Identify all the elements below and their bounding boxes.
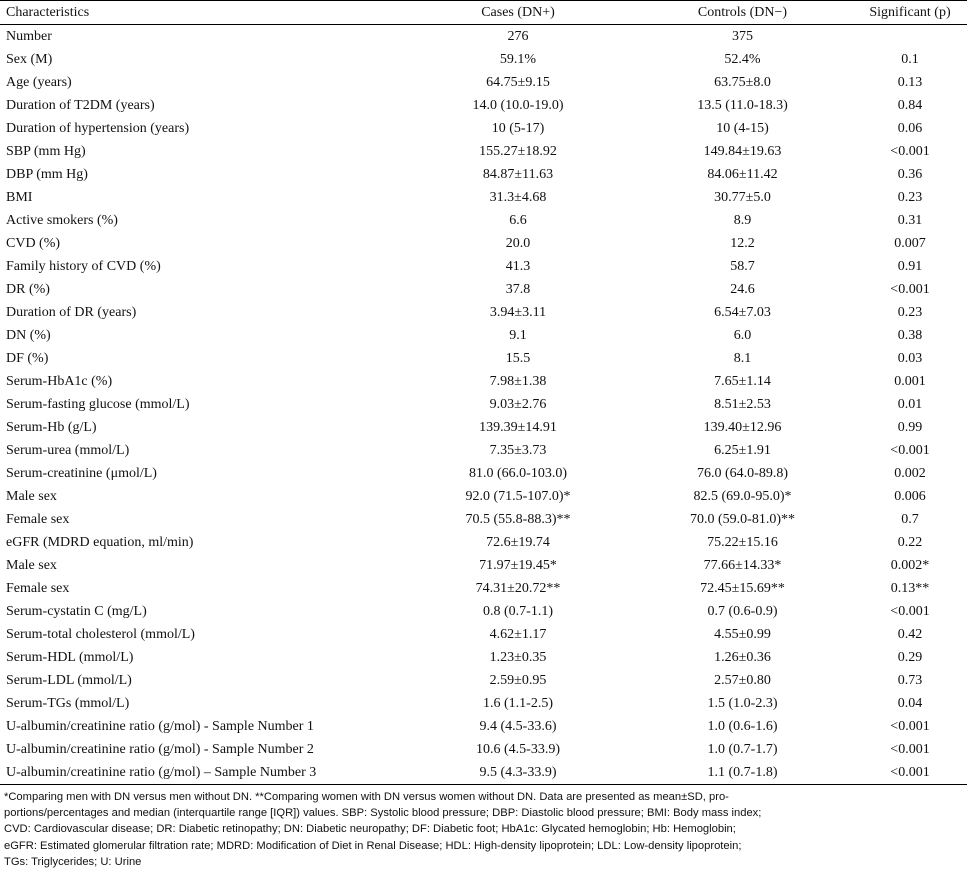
cell-cases: 70.5 (55.8-88.3)**: [465, 511, 571, 527]
cell-significance: 0.29: [897, 649, 923, 665]
table-body: [0, 25, 967, 785]
cell-characteristic: DF (%): [6, 350, 49, 366]
cell-significance: 0.04: [897, 695, 923, 711]
table-row: [0, 255, 967, 278]
cell-cases: 7.98±1.38: [489, 373, 547, 389]
cell-characteristic: Male sex: [6, 557, 57, 573]
table-row: [0, 761, 967, 785]
cell-characteristic: Serum-Hb (g/L): [6, 419, 97, 435]
cell-controls: 1.26±0.36: [714, 649, 771, 665]
cell-significance: 0.1: [901, 51, 919, 67]
cell-cases: 9.1: [509, 327, 527, 343]
table-row: [0, 324, 967, 347]
cell-characteristic: DR (%): [6, 281, 50, 297]
cell-cases: 81.0 (66.0-103.0): [469, 465, 567, 481]
cell-cases: 2.59±0.95: [489, 672, 547, 688]
cell-cases: 20.0: [505, 235, 531, 251]
cell-cases: 74.31±20.72**: [475, 580, 561, 596]
cell-cases: 276: [507, 28, 529, 44]
cell-characteristic: Serum-LDL (mmol/L): [6, 672, 132, 688]
cell-significance: <0.001: [890, 442, 930, 458]
cell-controls: 77.66±14.33*: [703, 557, 782, 573]
cell-controls: 1.0 (0.7-1.7): [707, 741, 778, 757]
footnote-line: eGFR: Estimated glomerular filtration rate; MDRD: Modification of Diet in Renal Disease; HDL: High-density lipoprotein; LDL: Low-density lipoprotein;: [4, 839, 742, 852]
cell-significance: 0.42: [897, 626, 923, 642]
cell-significance: 0.23: [897, 189, 923, 205]
cell-cases: 71.97±19.45*: [479, 557, 557, 573]
table-row: [0, 715, 967, 738]
cell-cases: 15.5: [505, 350, 531, 366]
header-row: [0, 1, 967, 25]
cell-characteristic: Duration of DR (years): [6, 304, 137, 320]
table-row: [0, 416, 967, 439]
cell-significance: 0.7: [901, 511, 919, 527]
cell-controls: 24.6: [730, 281, 755, 297]
cell-characteristic: U-albumin/creatinine ratio (g/mol) - Sample Number 1: [6, 718, 314, 734]
cell-cases: 0.8 (0.7-1.1): [483, 603, 553, 619]
cell-controls: 149.84±19.63: [703, 143, 782, 159]
cell-cases: 3.94±3.11: [489, 304, 547, 320]
cell-controls: 72.45±15.69**: [700, 580, 785, 596]
cell-controls: 1.1 (0.7-1.8): [707, 764, 778, 780]
table-row: [0, 646, 967, 669]
table-row: [0, 738, 967, 761]
cell-controls: 63.75±8.0: [714, 74, 771, 90]
cell-characteristic: CVD (%): [6, 235, 61, 251]
cell-cases: 10.6 (4.5-33.9): [476, 741, 560, 757]
cell-significance: 0.84: [897, 97, 923, 113]
cell-cases: 1.6 (1.1-2.5): [483, 695, 553, 711]
table-row: [0, 94, 967, 117]
cell-significance: 0.36: [897, 166, 923, 182]
cell-characteristic: Duration of hypertension (years): [6, 120, 190, 136]
cell-controls: 58.7: [730, 258, 755, 274]
table-row: [0, 48, 967, 71]
cell-cases: 84.87±11.63: [482, 166, 554, 182]
cell-controls: 0.7 (0.6-0.9): [707, 603, 778, 619]
cell-cases: 41.3: [505, 258, 531, 274]
cell-characteristic: Female sex: [6, 511, 70, 527]
cell-controls: 6.25±1.91: [714, 442, 771, 458]
cell-controls: 2.57±0.80: [714, 672, 771, 688]
cell-cases: 9.5 (4.3-33.9): [479, 764, 557, 780]
table-row: [0, 462, 967, 485]
cell-controls: 84.06±11.42: [707, 166, 778, 182]
cell-significance: 0.01: [897, 396, 923, 412]
cell-controls: 8.1: [733, 350, 752, 366]
footnote-line: *Comparing men with DN versus men without DN. **Comparing women with DN versus women without DN. Data are presented as mean±SD, pro-: [4, 791, 729, 803]
cell-cases: 10 (5-17): [491, 120, 545, 136]
cell-controls: 8.9: [733, 212, 752, 228]
table-row: [0, 163, 967, 186]
footnote-line: TGs: Triglycerides; U: Urine: [4, 855, 142, 868]
footnote-line: portions/percentages and median (interquartile range [IQR]) values. SBP: Systolic blood pressure; DBP: Diastolic blood pressure; BMI: Body mass index;: [4, 807, 762, 820]
table-row: [0, 140, 967, 163]
table-footnote: [4, 789, 959, 870]
table-row: [0, 692, 967, 715]
header-significant: Significant (p): [869, 4, 951, 20]
header-cases: Cases (DN+): [481, 4, 555, 20]
cell-controls: 10 (4-15): [716, 120, 769, 136]
cell-controls: 76.0 (64.0-89.8): [697, 465, 788, 481]
cell-controls: 1.0 (0.6-1.6): [707, 718, 778, 734]
table-row: [0, 209, 967, 232]
cell-characteristic: Female sex: [6, 580, 70, 596]
cell-characteristic: Male sex: [6, 488, 57, 504]
cell-characteristic: Family history of CVD (%): [6, 258, 161, 274]
cell-significance: <0.001: [890, 603, 930, 619]
table-row: [0, 347, 967, 370]
table-row: [0, 25, 967, 49]
table-row: [0, 531, 967, 554]
cell-characteristic: Serum-HDL (mmol/L): [6, 649, 134, 665]
cell-characteristic: Sex (M): [6, 51, 53, 67]
cell-characteristic: Serum-fasting glucose (mmol/L): [6, 396, 190, 412]
cell-controls: 139.40±12.96: [703, 419, 782, 435]
cell-significance: 0.22: [897, 534, 923, 550]
cell-significance: <0.001: [890, 741, 930, 757]
cell-significance: <0.001: [890, 718, 930, 734]
cell-characteristic: Serum-urea (mmol/L): [6, 442, 130, 458]
cell-cases: 59.1%: [499, 51, 537, 67]
cell-significance: [851, 25, 967, 49]
cell-controls: 375: [732, 28, 753, 44]
cell-significance: <0.001: [890, 764, 930, 780]
table-row: [0, 623, 967, 646]
cell-characteristic: DN (%): [6, 327, 51, 343]
cell-characteristic: Serum-TGs (mmol/L): [6, 695, 130, 711]
cell-significance: 0.001: [894, 373, 926, 389]
table-row: [0, 508, 967, 531]
table-row: [0, 278, 967, 301]
cell-characteristic: Serum-HbA1c (%): [6, 373, 113, 389]
cell-characteristic: eGFR (MDRD equation, ml/min): [6, 534, 194, 550]
cell-significance: 0.03: [897, 350, 923, 366]
cell-controls: 52.4%: [724, 51, 761, 67]
cell-cases: 92.0 (71.5-107.0)*: [465, 488, 571, 504]
table-header: [0, 1, 967, 25]
table-row: [0, 232, 967, 255]
cell-significance: <0.001: [890, 281, 930, 297]
cell-significance: 0.002: [894, 465, 926, 481]
cell-characteristic: Age (years): [6, 74, 72, 90]
table-row: [0, 439, 967, 462]
table-row: [0, 186, 967, 209]
cell-characteristic: U-albumin/creatinine ratio (g/mol) – Sample Number 3: [6, 764, 317, 780]
table-row: [0, 393, 967, 416]
cell-controls: 13.5 (11.0-18.3): [697, 97, 788, 113]
cell-cases: 4.62±1.17: [489, 626, 547, 642]
cell-characteristic: Duration of T2DM (years): [6, 97, 155, 113]
cell-controls: 1.5 (1.0-2.3): [707, 695, 778, 711]
cell-cases: 6.6: [509, 212, 527, 228]
cell-characteristic: BMI: [6, 189, 33, 205]
cell-controls: 4.55±0.99: [714, 626, 771, 642]
cell-cases: 64.75±9.15: [486, 74, 550, 90]
table-row: [0, 600, 967, 623]
table-row: [0, 554, 967, 577]
cell-significance: 0.007: [894, 235, 926, 251]
cell-characteristic: Number: [6, 28, 52, 44]
cell-significance: 0.38: [897, 327, 923, 343]
header-controls: Controls (DN−): [697, 4, 788, 20]
cell-cases: 7.35±3.73: [489, 442, 547, 458]
cell-significance: 0.13**: [890, 580, 930, 596]
table-row: [0, 370, 967, 393]
cell-cases: 9.4 (4.5-33.6): [479, 718, 557, 734]
cell-cases: 155.27±18.92: [479, 143, 557, 159]
cell-controls: 7.65±1.14: [714, 373, 771, 389]
cell-significance: <0.001: [890, 143, 930, 159]
cell-characteristic: DBP (mm Hg): [6, 166, 88, 182]
cell-controls: 6.0: [733, 327, 752, 343]
cell-cases: 9.03±2.76: [489, 396, 547, 412]
cell-cases: 31.3±4.68: [489, 189, 547, 205]
table-row: [0, 117, 967, 140]
table-row: [0, 301, 967, 324]
table-row: [0, 71, 967, 94]
cell-characteristic: Serum-total cholesterol (mmol/L): [6, 626, 195, 642]
cell-significance: 0.006: [894, 488, 926, 504]
cell-cases: 14.0 (10.0-19.0): [472, 97, 564, 113]
cell-controls: 6.54±7.03: [714, 304, 771, 320]
cell-significance: 0.06: [897, 120, 923, 136]
cell-characteristic: Serum-creatinine (μmol/L): [6, 465, 157, 481]
table-row: [0, 669, 967, 692]
header-characteristics: Characteristics: [6, 4, 90, 20]
cell-controls: 70.0 (59.0-81.0)**: [690, 511, 795, 527]
cell-significance: 0.99: [897, 419, 923, 435]
cell-controls: 30.77±5.0: [714, 189, 771, 205]
cell-significance: 0.23: [897, 304, 923, 320]
footnote-line: CVD: Cardiovascular disease; DR: Diabetic retinopathy; DN: Diabetic neuropathy; DF: Diabetic foot; HbA1c: Glycated hemoglobin; Hb: Hemoglobin;: [4, 823, 736, 836]
table-row: [0, 577, 967, 600]
cell-controls: 82.5 (69.0-95.0)*: [693, 488, 792, 504]
cell-cases: 72.6±19.74: [486, 534, 550, 550]
cell-controls: 12.2: [730, 235, 755, 251]
cell-characteristic: Serum-cystatin C (mg/L): [6, 603, 147, 619]
cell-characteristic: Active smokers (%): [6, 212, 118, 228]
cell-significance: 0.002*: [890, 557, 930, 573]
cell-characteristic: U-albumin/creatinine ratio (g/mol) - Sample Number 2: [6, 741, 314, 757]
cell-significance: 0.91: [897, 258, 923, 274]
cell-cases: 1.23±0.35: [489, 649, 547, 665]
cell-cases: 139.39±14.91: [479, 419, 557, 435]
cell-significance: 0.31: [897, 212, 923, 228]
cell-significance: 0.73: [897, 672, 923, 688]
cell-significance: 0.13: [897, 74, 923, 90]
table-row: [0, 485, 967, 508]
cell-characteristic: SBP (mm Hg): [6, 143, 86, 159]
cell-cases: 37.8: [505, 281, 531, 297]
cell-controls: 75.22±15.16: [707, 534, 778, 550]
cell-controls: 8.51±2.53: [714, 396, 771, 412]
